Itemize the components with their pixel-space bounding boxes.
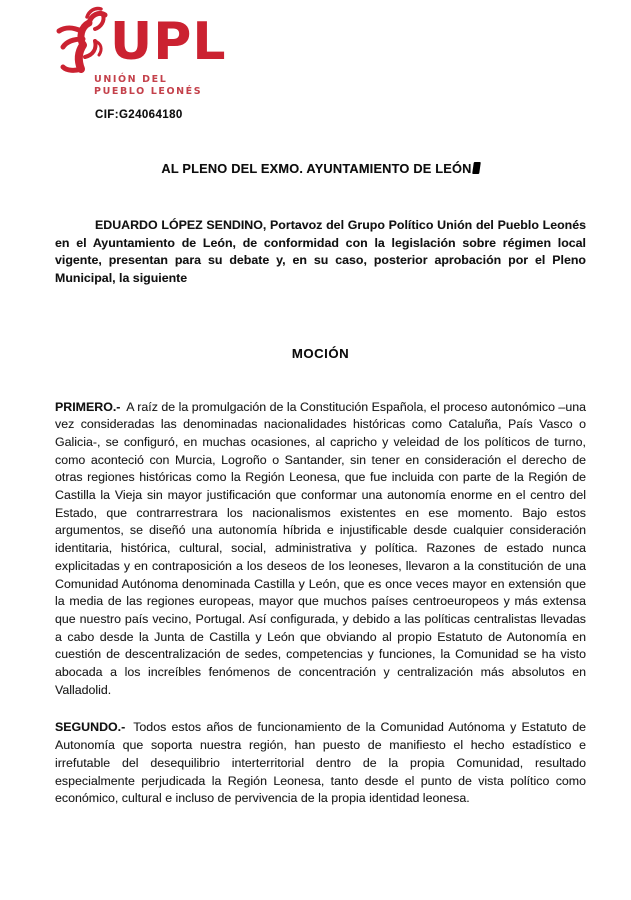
cif-number: CIF:G24064180 (95, 109, 183, 121)
upl-lion-icon (50, 6, 112, 76)
document-body (55, 217, 586, 808)
paragraph-segundo-text: Todos estos años de funcionamiento de la Comunidad Autónoma y Estatuto de Autonomía que soporta nuestra región, han puesto de manifiesto el hecho estadístico e irrefutable del desequilibrio interterritorial dentro de la propia Comunidad, resultado especialmente perjudicada la Región Leonesa, tanto desde el punto de vista político como económico, cultural e incluso de pervivencia de la propia identidad leonesa. (55, 720, 587, 806)
paragraph-primero-text: A raíz de la promulgación de la Constitución Española, el proceso autonómico –una vez consideradas las denominadas nacionalidades históricas como Cataluña, País Vasco o Galicia-, se configuró, en muchas ocasiones, al capricho y veleidad de los políticos de turno, como aconteció con Murcia, Logroño o Santander, sin tener en consideración el derecho de otras regiones históricas como la Región Leonesa, que fue incluida con parte de la Región de Castilla la Vieja sin mayor justificación que conformar una autonomía enorme en el centro del Estado, que contrarrestrara los nacionalismos existentes en ese momento. Bajo estos argumentos, se diseñó una autonomía híbrida e injustificable desde cualquier consideración identitaria, histórica, cultural, social, administrativa y política. Razones de estado nunca explicitadas y en contraposición a los deseos de los leoneses, llevaron a la constitución de una Comunidad Autónoma denominada Castilla y León, que es once veces mayor en extensión que la media de las regiones europeas, mayor que muchos países centroeuropeos y más extensa que nuestro país vecino, Portugal. Así configurada, y debido a las políticas centralistas llevadas a cabo desde la Junta de Castilla y León que obviando al propio Estatuto de Autonomía en cuestión de descentralización de sedes, competencias y funciones, la Comunidad se ha visto abocada a los increíbles fenómenos de concentración y centralización más absolutos en Valladolid. (55, 399, 586, 697)
paragraph-primero (55, 399, 586, 700)
upl-org-name (94, 74, 202, 97)
upl-logo-acronym: UPL (110, 12, 227, 72)
paragraph-segundo (55, 719, 586, 808)
document-title (55, 161, 586, 176)
document-title-text: AL PLENO DEL EXMO. AYUNTAMIENTO DE LEÓN (161, 161, 472, 176)
upl-org-name-line1: UNIÓN DEL (94, 74, 168, 85)
paragraph-segundo-label: SEGUNDO.- (55, 720, 126, 735)
upl-org-name-line2: PUEBLO LEONÉS (94, 85, 203, 97)
motion-heading: MOCIÓN (291, 345, 350, 361)
paragraph-primero-label: PRIMERO.- (55, 399, 121, 414)
cursor-artifact (472, 162, 481, 174)
intro-paragraph: EDUARDO LÓPEZ SENDINO, Portavoz del Grupo Político Unión del Pueblo Leonés en el Ayuntamiento de León, de conformidad con la legislación sobre régimen local vigente, presentan para su debate y, en su caso, posterior aprobación por el Pleno Municipal, la siguiente (55, 218, 586, 286)
